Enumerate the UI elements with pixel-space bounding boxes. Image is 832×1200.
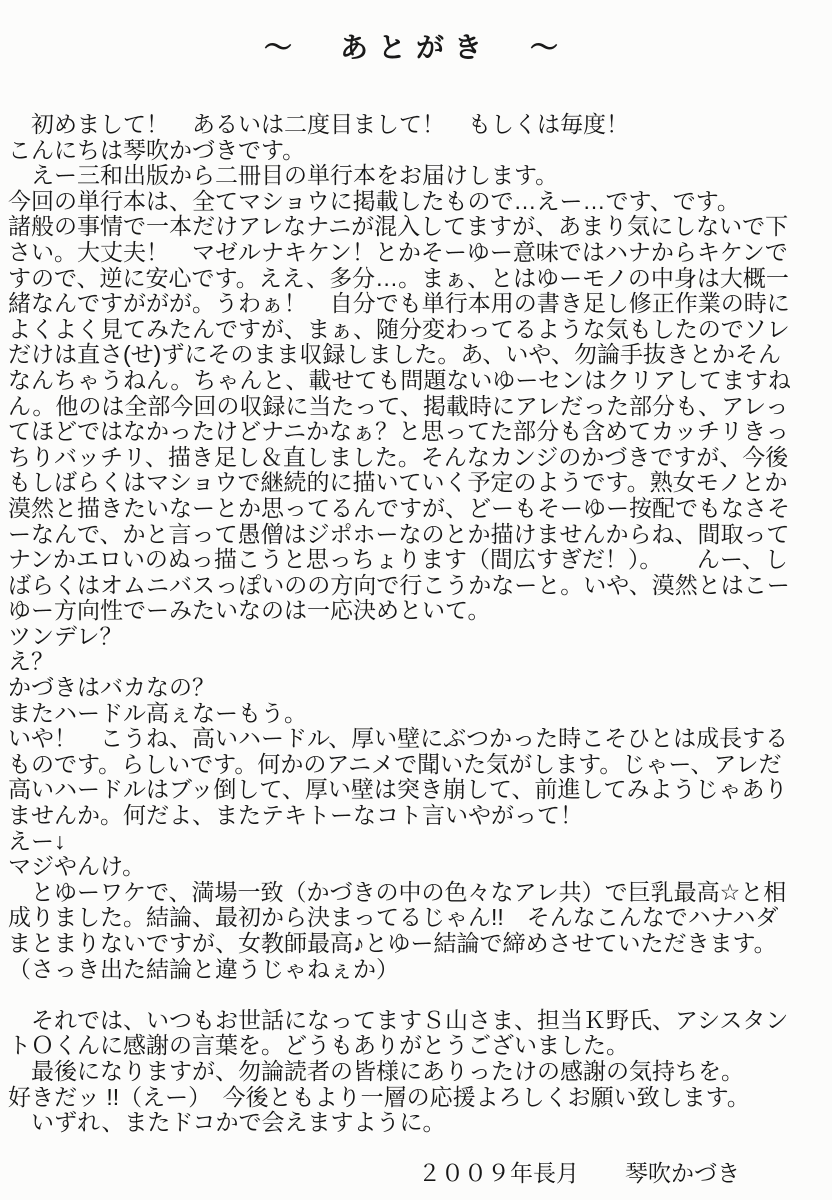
body-line: ばらくはオムニバスっぽいのの方向で行こうかなーと。いや、漠然とはこー [8,571,790,598]
body-line: よくよく見てみたんですが、まぁ、随分変わってるような気もしたのでソレ [8,315,790,342]
body-line: ませんか。何だよ、またテキトーなコト言いやがって！ [8,802,583,829]
body-line: すので、逆に安心です。ええ、多分…。まぁ、とはゆーモノの中身は大概一 [8,264,789,291]
body-line: 今回の単行本は、全てマショウに掲載したもので…えー…です、です。 [8,187,740,214]
body-line: いや！ こうね、高いハードル、厚い壁にぶつかった時こそひとは成長する [8,725,789,752]
body-line: さい。大丈夫！ マゼルナキケン！とかそーゆー意味ではハナからキケンで [8,238,788,265]
body-line: とゆーワケで、満場一致（かづきの中の色々なアレ共）で巨乳最高☆と相 [8,878,787,905]
body-line: ナンかエロいのぬっ描こうと思っちょります（間広すぎだ！）。 んー、し [8,546,788,573]
body-line: まとまりないですが、女教師最高♪とゆー結論で締めさせていただきます。 [8,930,777,956]
body-line: ん。他のは全部今回の収録に当たって、掲載時にアレだった部分も、アレっ [8,392,789,419]
body-line: ちりバッチリ、描き足し＆直しました。そんなカンジのかづきですが、今後 [8,443,789,470]
body-line: こんにちは琴吹かづきです。 [8,136,306,163]
body-line: 成りました。結論、最初から決まってるじゃん!! そんなこんなでハナハダ [8,904,779,931]
body-line: え？ [8,648,54,675]
body-line: なんちゃうねん。ちゃんと、載せても問題ないゆーセンはクリアしてますね [8,366,791,393]
page-title: ～ あとがき ～ [263,31,568,64]
signature-line: ２００９年長月 琴吹かづき [418,1160,740,1186]
body-line: 諸般の事情で一本だけアレなナニが混入してますが、あまり気にしないで下 [8,213,789,240]
body-line: だけは直さ(せ)ずにそのまま収録しました。あ、いや、勿論手抜きとかそん [8,341,781,368]
body-line: えー三和出版から二冊目の単行本をお届けします。 [8,162,559,189]
body-line: てほどではなかったけどナニかなぁ？と思ってた部分も含めてカッチリきっ [8,418,789,445]
body-line: トＯくんに感謝の言葉を。どうもありがとうございました。 [8,1032,629,1059]
body-line: 漠然と描きたいなーとか思ってるんですが、どーもそーゆー按配でもなさそ [8,494,790,521]
body-line: それでは、いつもお世話になってますＳ山さま、担当Ｋ野氏、アシスタン [8,1006,789,1033]
body-line: ゆー方向性でーみたいなのは一応決めといて。 [8,597,491,624]
body-line: 初めまして！ あるいは二度目まして！ もしくは毎度！ [8,111,629,137]
body-line: ツンデレ？ [8,622,123,649]
afterword-body [8,112,832,1136]
body-line: えー↓ [8,827,66,854]
body-line: もしばらくはマショウで継続的に描いていく予定のようです。熟女モノとか [8,469,788,496]
body-line: （さっき出た結論と違うじゃねぇか） [8,955,399,982]
body-line: かづきはバカなの？ [8,674,215,701]
body-line: 高いハードルはブッ倒して、厚い壁は突き崩して、前進してみようじゃあり [8,776,788,803]
body-line: ものです。らしいです。何かのアニメで聞いた気がします。じゃー、アレだ [8,750,782,777]
body-line: ーなんで、かと言って愚僧はジポホーなのとか描けませんからね、間取って [8,520,790,547]
body-line: またハードル高ぇなーもう。 [8,699,307,726]
body-line: 緒なんですががが。うわぁ！ 自分でも単行本用の書き足し修正作業の時に [8,290,790,317]
body-line: 最後になりますが、勿論読者の皆様にありったけの感謝の気持ちを。 [8,1057,744,1084]
body-line: マジやんけ。 [8,853,146,880]
body-line: いずれ、またドコかで会えますように。 [8,1109,446,1136]
body-line [8,982,832,1008]
body-line: 好きだッ !!（えー） 今後ともより一層の応援よろしくお願い致します。 [8,1083,750,1110]
